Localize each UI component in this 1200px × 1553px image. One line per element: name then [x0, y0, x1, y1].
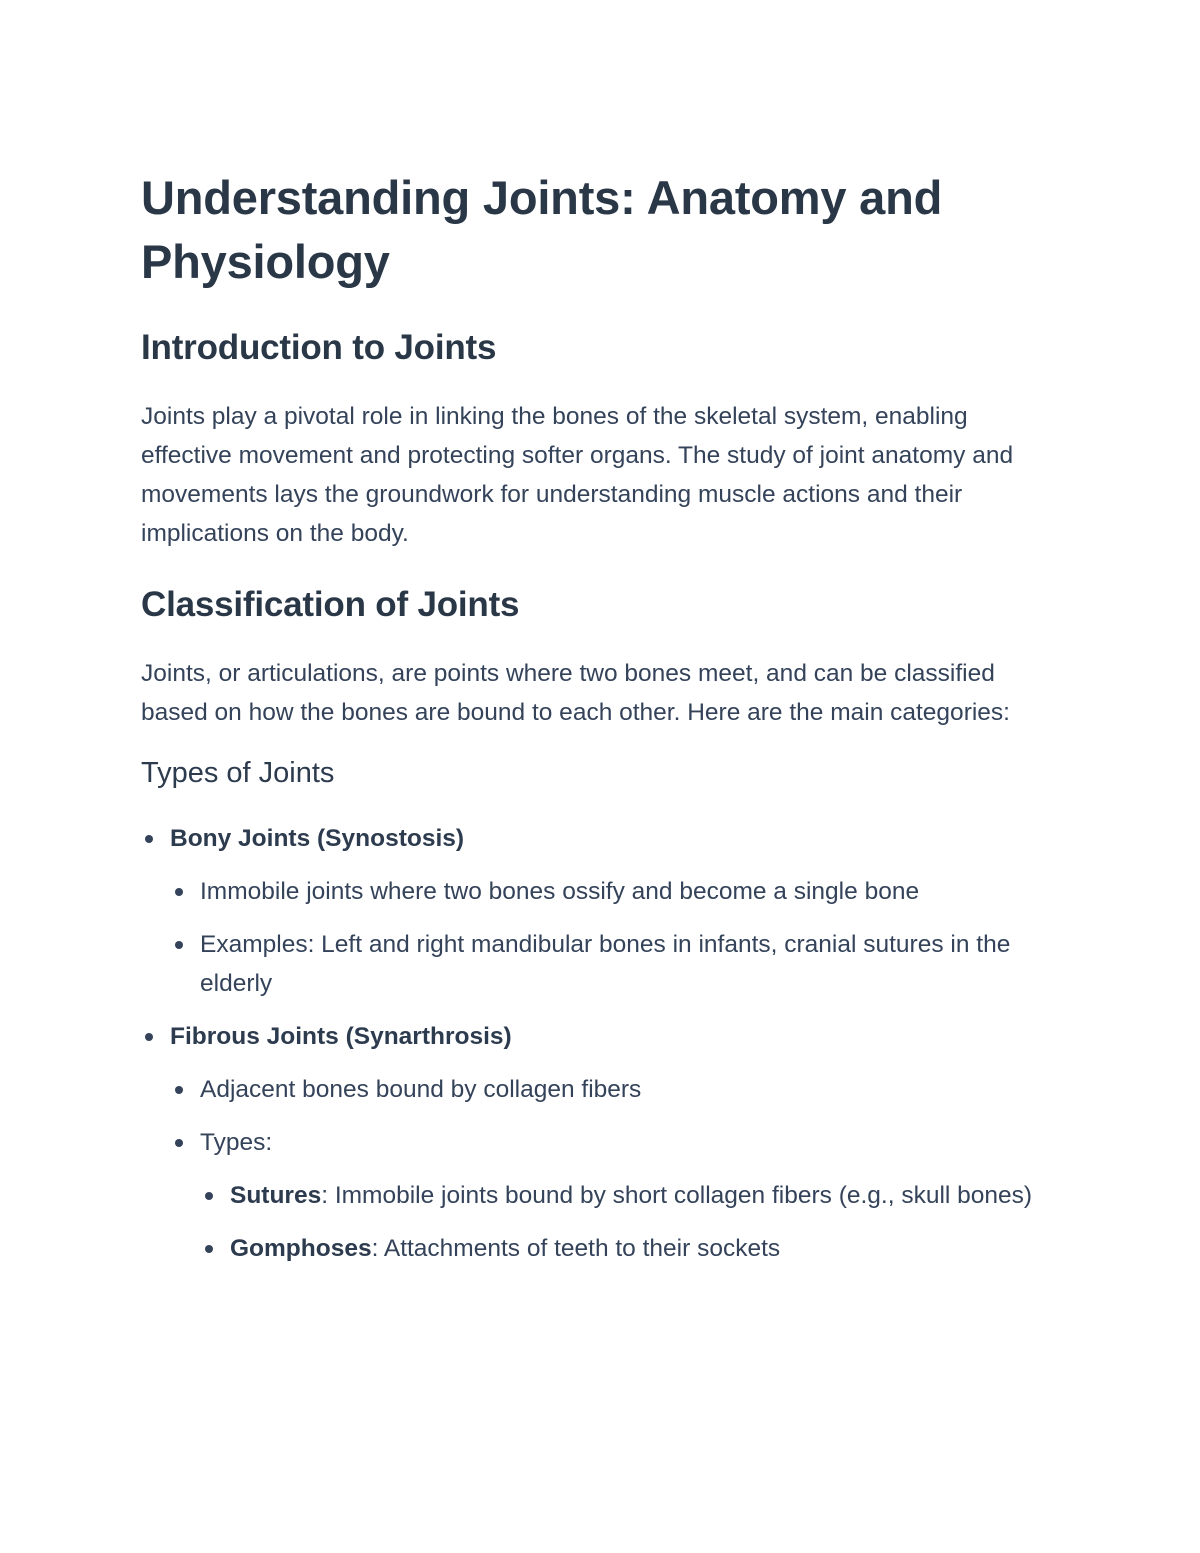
bullet-icon — [175, 1086, 183, 1094]
term-gomphoses: Gomphoses — [230, 1235, 372, 1262]
bullet-icon — [175, 888, 183, 896]
fibrous-subtypes-list — [200, 1176, 1050, 1268]
list-item-fibrous-joints — [170, 1017, 1050, 1268]
section-heading-classification: Classification of Joints — [141, 585, 520, 624]
list-item-text: Adjacent bones bound by collagen fibers — [200, 1076, 642, 1103]
fibrous-joints-label: Fibrous Joints (Synarthrosis) — [170, 1023, 512, 1050]
bullet-icon — [145, 1033, 153, 1041]
bony-joints-label: Bony Joints (Synostosis) — [170, 825, 465, 852]
joint-types-list — [141, 819, 1050, 1268]
list-item-text: Types: — [200, 1129, 273, 1156]
bullet-icon — [145, 835, 153, 843]
list-item — [200, 925, 1050, 1003]
list-item-sutures — [230, 1176, 1050, 1215]
bullet-icon — [175, 941, 183, 949]
classification-paragraph: Joints, or articulations, are points where two bones meet, and can be classified based on how the bones are bound to each other. Here are the main categories: — [141, 660, 1010, 726]
term-description: : Attachments of teeth to their sockets — [371, 1235, 781, 1262]
bullet-icon — [205, 1192, 213, 1200]
list-item-text: Immobile joints where two bones ossify and become a single bone — [200, 878, 920, 905]
list-item-text: Examples: Left and right mandibular bones in infants, cranial sutures in the elderly — [200, 931, 1011, 997]
bony-joints-details — [170, 872, 1050, 1003]
list-item — [200, 1070, 1050, 1109]
term-sutures: Sutures — [230, 1182, 322, 1209]
list-item-gomphoses — [230, 1229, 1050, 1268]
section-heading-introduction: Introduction to Joints — [141, 328, 497, 367]
document-title: Understanding Joints: Anatomy and Physiology — [141, 171, 943, 288]
introduction-paragraph: Joints play a pivotal role in linking the bones of the skeletal system, enabling effective movement and protecting softer organs. The study of joint anatomy and movements lays the groundwork for understanding muscle actions and their implications on the body. — [141, 403, 1014, 547]
list-item — [200, 1123, 1050, 1268]
subheading-types-of-joints: Types of Joints — [141, 757, 335, 789]
term-description: : Immobile joints bound by short collagen fibers (e.g., skull bones) — [321, 1182, 1033, 1209]
list-item — [200, 872, 1050, 911]
fibrous-joints-details — [170, 1070, 1050, 1268]
list-item-bony-joints — [170, 819, 1050, 1003]
bullet-icon — [205, 1245, 213, 1253]
bullet-icon — [175, 1139, 183, 1147]
